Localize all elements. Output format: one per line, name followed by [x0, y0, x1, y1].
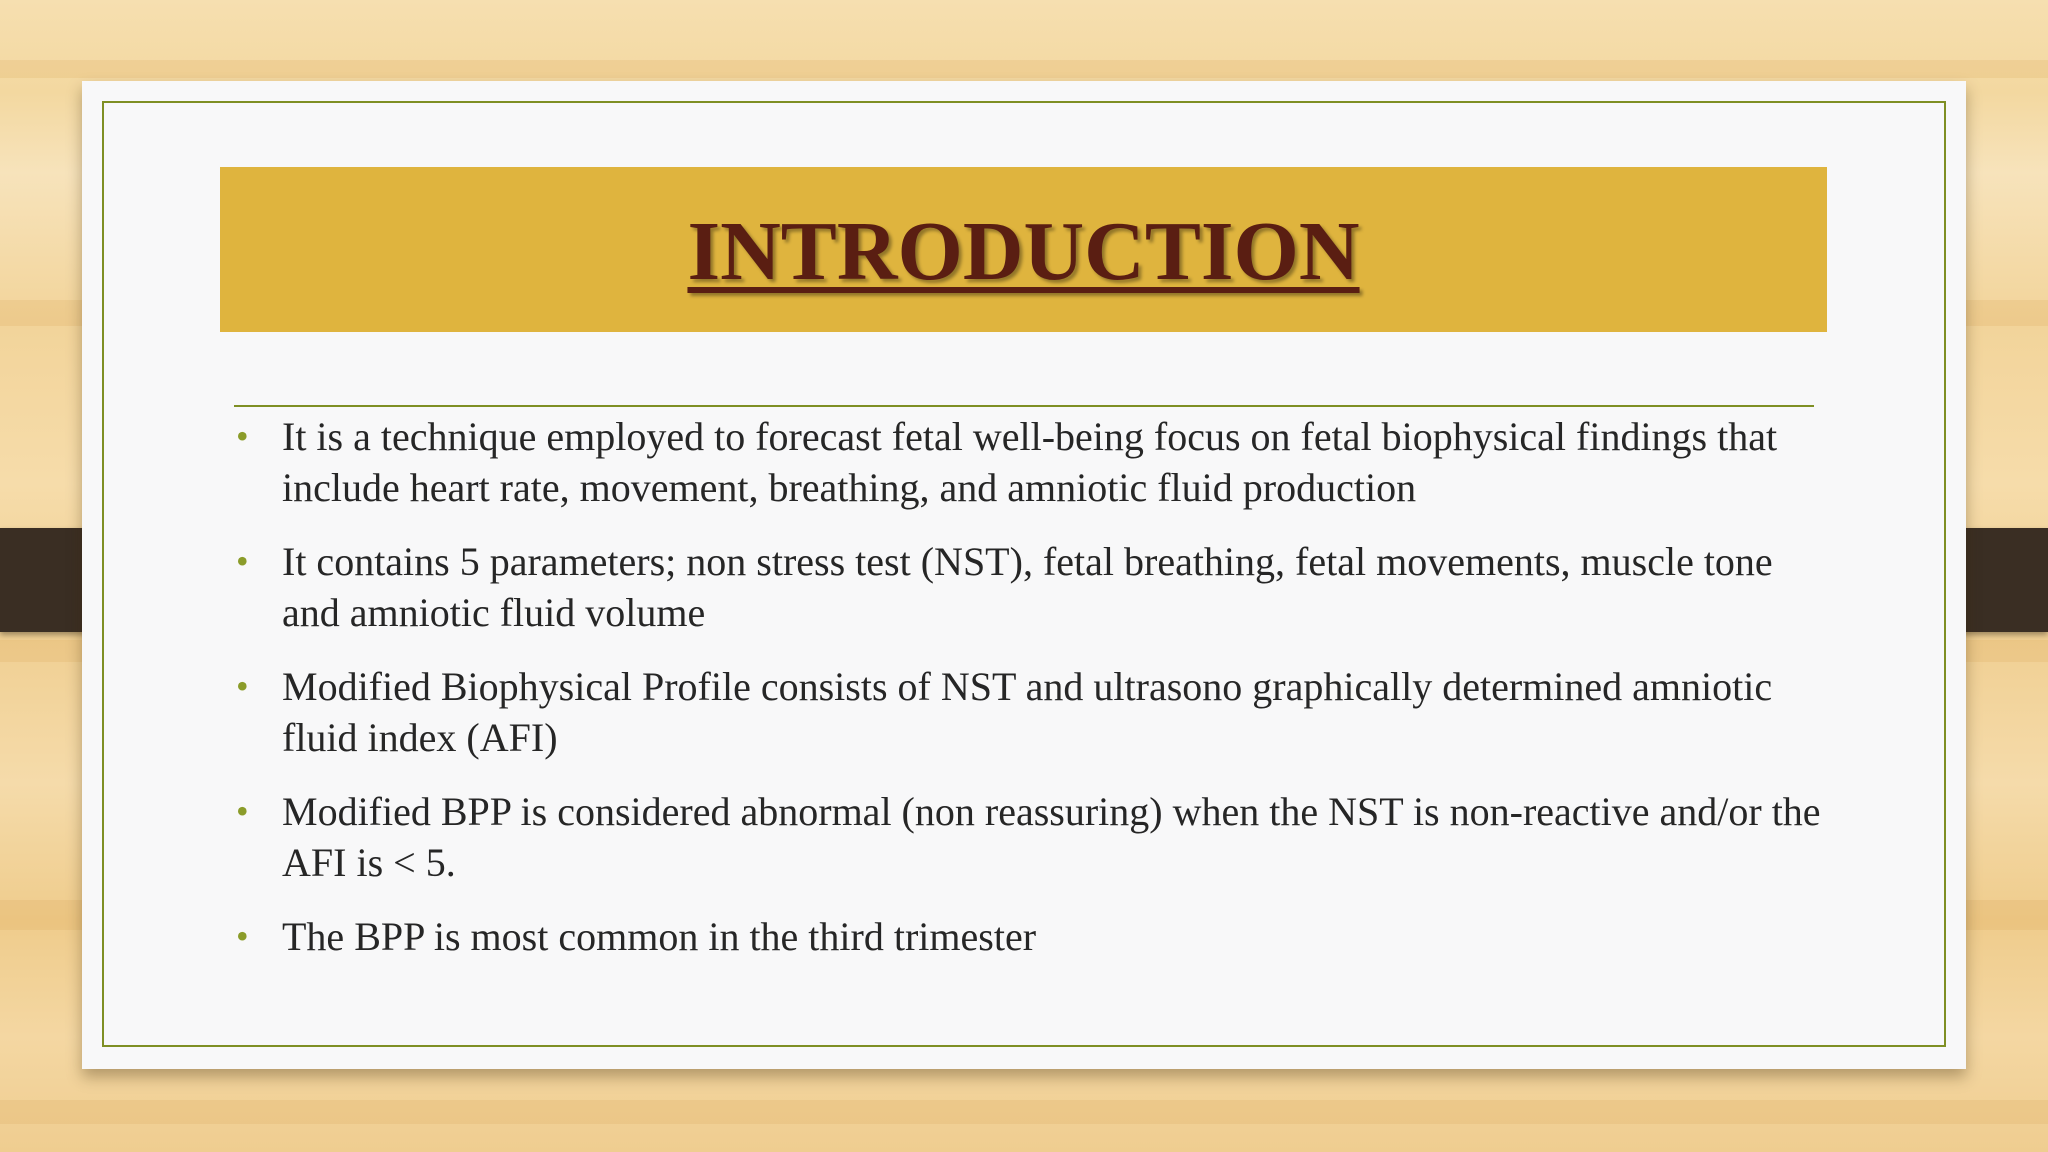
- divider-line: [234, 405, 1814, 407]
- bullet-dot-icon: •: [236, 416, 249, 456]
- bullet-text: Modified Biophysical Profile consists of NST and ultrasono graphically determined amniotic fluid index (AFI): [282, 664, 1773, 760]
- bullet-dot-icon: •: [236, 791, 249, 831]
- bullet-text: It contains 5 parameters; non stress test (NST), fetal breathing, fetal movements, muscle tone and amniotic fluid volume: [282, 539, 1773, 635]
- list-item: [234, 661, 1834, 763]
- title-band: [220, 167, 1827, 332]
- bullet-dot-icon: •: [236, 666, 249, 706]
- bullet-text: It is a technique employed to forecast fetal well-being focus on fetal biophysical findings that include heart rate, movement, breathing, and amniotic fluid production: [282, 414, 1778, 510]
- list-item: [234, 411, 1834, 513]
- slide-card: [82, 81, 1966, 1069]
- wood-grain: [0, 1100, 2048, 1124]
- list-item: [234, 786, 1834, 888]
- bullet-list: [234, 411, 1834, 985]
- wood-grain: [0, 60, 2048, 78]
- list-item: [234, 536, 1834, 638]
- bullet-dot-icon: •: [236, 916, 249, 956]
- bullet-text: The BPP is most common in the third trimester: [282, 914, 1037, 959]
- bullet-dot-icon: •: [236, 541, 249, 581]
- bullet-text: Modified BPP is considered abnormal (non reassuring) when the NST is non-reactive and/or the AFI is < 5.: [282, 789, 1821, 885]
- list-item: [234, 911, 1834, 962]
- slide-title: INTRODUCTION: [687, 205, 1360, 298]
